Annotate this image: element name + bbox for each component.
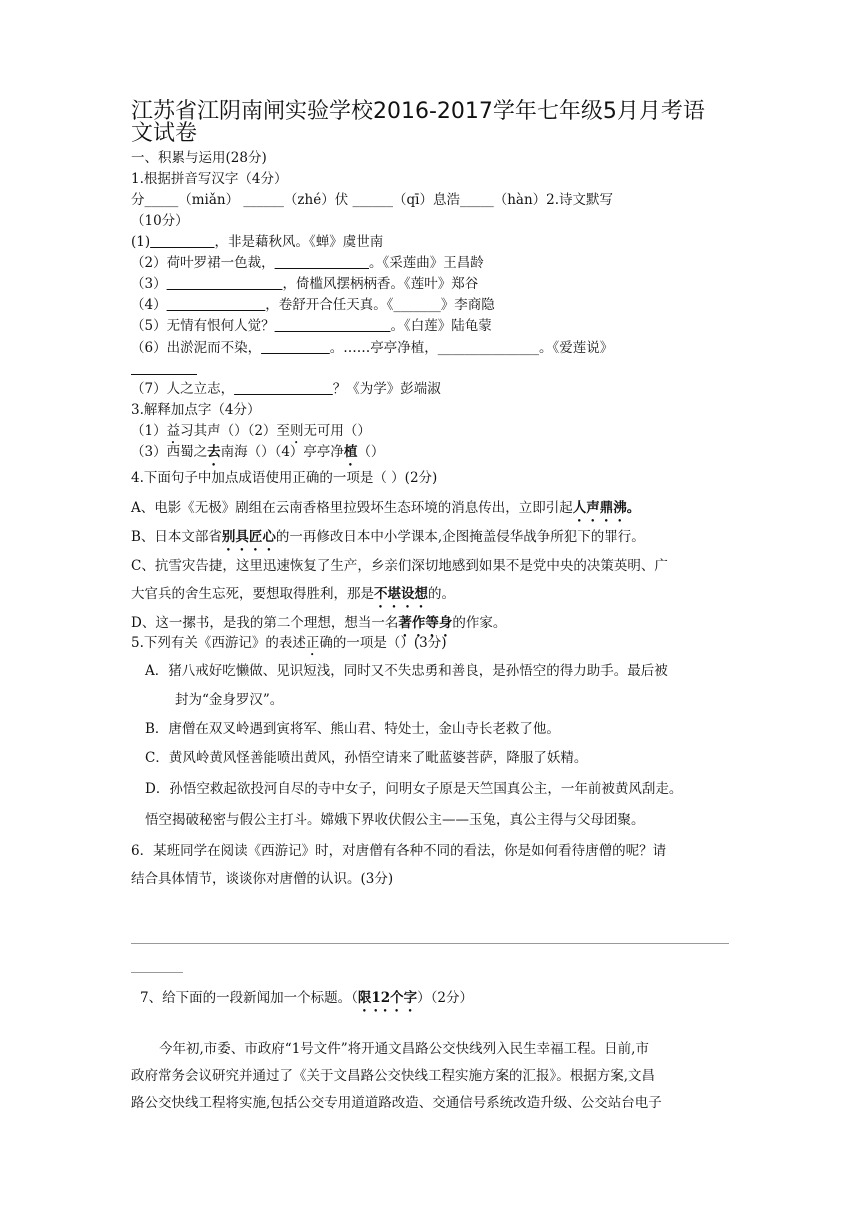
answer-blank: [167, 297, 266, 313]
poem-line-7: [131, 379, 441, 399]
dotted-char: 益: [166, 423, 181, 439]
q3-text: 习其声（）（2）至: [180, 423, 290, 439]
answer-blank: [261, 340, 330, 356]
q4-heading: 4.下面句子中加点成语使用正确的一项是（ ）(2分): [131, 470, 438, 486]
dotted-char: 正: [305, 635, 320, 651]
poem-num: (1): [131, 234, 151, 250]
section-heading: 一、积累与运用(28分): [131, 150, 267, 166]
answer-line: [131, 374, 197, 375]
q6-line-2: 结合具体情节，谈谈你对唐僧的认识。(3分): [131, 871, 394, 887]
answer-blank: [234, 381, 333, 397]
idiom: 人声鼎沸。: [572, 500, 641, 516]
q4-option-b: [131, 527, 645, 554]
q2-points: （10分）: [131, 213, 189, 229]
q4-option-c-line2: [131, 584, 455, 611]
idiom: 不堪设想: [374, 586, 428, 602]
q5-heading: [131, 633, 447, 659]
q5-option-c: C．黄风岭黄风怪善能喷出黄风，孙悟空请来了毗蓝婆菩萨，降服了妖精。: [145, 750, 588, 766]
idiom: 著作等身: [398, 615, 453, 631]
q7-text: 7、给下面的一段新闻加一个标题。（: [140, 990, 358, 1006]
poem-text: ，卷舒开合任天真。《: [265, 297, 394, 313]
answer-blank: [150, 234, 214, 250]
news-paragraph-line1: 今年初,市委、市政府“1号文件”将开通文昌路公交快线列入民生幸福工程。日前,市: [159, 1041, 649, 1057]
q4-option-a: [131, 498, 640, 525]
poem-text: ，倚槛风摆柄柄香。《莲叶》郑谷: [282, 276, 479, 292]
poem-line-3: [131, 274, 478, 294]
dotted-text: 限12个字: [357, 990, 418, 1006]
poem-text: 》李商隐: [440, 297, 495, 313]
poem-text: 。……亭亭净植，: [329, 340, 438, 356]
idiom: 别具匠心: [221, 529, 276, 545]
q5-text: 确的一项是（）(3分): [319, 635, 447, 651]
q6-line-1: 6．某班同学在阅读《西游记》时，对唐僧有各种不同的看法，你是如何看待唐僧的呢？请: [131, 843, 667, 859]
q3-heading: 3.解释加点字（4分）: [131, 402, 261, 418]
q5-option-b: B．唐僧在双叉岭遇到寅将军、熊山君、特处士，金山寺长老救了他。: [145, 721, 560, 737]
dotted-char: 植: [343, 444, 358, 460]
q3-line-2: [131, 442, 384, 469]
dotted-char: 则: [289, 423, 304, 439]
q5-option-d-line1: D．孙悟空救起欲投河自尽的寺中女子，问明女子原是天竺国真公主，一年前被黄风刮走。: [145, 781, 683, 797]
answer-rule-short: [131, 972, 183, 973]
poem-text: ？《为学》彭端淑: [332, 381, 441, 397]
option-text: A、电影《无极》剧组在云南香格里拉毁坏生态环境的消息传出，立即引起: [131, 500, 573, 516]
option-text: D、这一摞书，是我的第二个理想，想当一名: [131, 615, 399, 631]
news-paragraph-line3: 路公交快线工程将实施,包括公交专用道道路改造、交通信号系统改造升级、公交站台电子: [131, 1095, 662, 1111]
answer-rule: [131, 943, 729, 944]
q5-option-d-line2: 悟空揭破秘密与假公主打斗。嫦娥下界收伏假公主——玉兔，真公主得与父母团聚。: [145, 812, 645, 828]
q7-heading: [140, 988, 473, 1015]
exam-title-line1: 江苏省江阴南闸实验学校2016-2017学年七年级5月月考语: [131, 99, 705, 124]
dotted-char: 去: [207, 444, 221, 460]
q3-text: （3）西蜀之: [131, 444, 208, 460]
option-text: 大官兵的舍生忘死，要想取得胜利，那是: [131, 586, 374, 602]
poem-text: 。《采莲曲》王昌龄: [369, 255, 484, 271]
answer-blank: [275, 255, 369, 271]
poem-text: （7）人之立志，: [131, 381, 235, 397]
q4-option-c-line1: C、抗雪灾告捷，这里迅速恢复了生产，乡亲们深切地感到如果不是党中央的决策英明、广: [131, 558, 668, 574]
poem-line-6: [131, 338, 613, 358]
option-text: B、日本文部省: [131, 529, 222, 545]
poem-line-2: [131, 253, 484, 273]
q3-text: 无可用（）: [303, 423, 371, 439]
poem-text: ，非是藉秋风。《蝉》虞世南: [214, 234, 384, 250]
news-paragraph-line2: 政府常务会议研究并通过了《关于文昌路公交快线工程实施方案的汇报》。根据方案,文昌: [131, 1068, 656, 1084]
q3-text: （）: [357, 444, 385, 460]
answer-blank: [167, 276, 283, 292]
q5-option-a-line2: 封为“金身罗汉”。: [175, 692, 284, 708]
q1-pinyin-line: 分_____（miǎn） ______（zhé）伏 ______（qī）息浩_____（hàn）2.诗文默写: [131, 192, 614, 208]
q1-heading: 1.根据拼音写汉字（4分）: [131, 171, 288, 187]
option-text: 的。: [428, 586, 455, 602]
poem-text: 。《白莲》陆龟蒙: [390, 318, 492, 334]
q5-option-a-line1: A．猪八戒好吃懒做、见识短浅，同时又不失忠勇和善良，是孙悟空的得力助手。最后被: [145, 663, 668, 679]
option-text: 的一再修改日本中小学课本,企图掩盖侵华战争所犯下的罪行。: [275, 529, 645, 545]
q5-text: 5.下列有关《西游记》的表述: [131, 635, 306, 651]
answer-blank: _______________: [437, 340, 540, 356]
poem-text: （3）: [131, 276, 167, 292]
option-text: 的作家。: [452, 615, 507, 631]
answer-blank: _______: [393, 297, 441, 313]
q3-text: 南海（）（4）亭亭净: [220, 444, 344, 460]
poem-line-1: [131, 232, 383, 252]
exam-title-line2: 文试卷: [131, 121, 198, 146]
poem-text: （5）无情有恨何人觉？: [131, 318, 275, 334]
poem-text: （6）出淤泥而不染，: [131, 340, 262, 356]
poem-text: （4）: [131, 297, 167, 313]
poem-text: 。《爱莲说》: [539, 340, 614, 356]
poem-line-5: [131, 316, 492, 336]
poem-line-4: [131, 295, 495, 315]
q3-text: （1）: [131, 423, 167, 439]
q7-text: ）（2分）: [417, 990, 473, 1006]
answer-blank: [275, 318, 391, 334]
poem-text: （2）荷叶罗裙一色裁，: [131, 255, 275, 271]
